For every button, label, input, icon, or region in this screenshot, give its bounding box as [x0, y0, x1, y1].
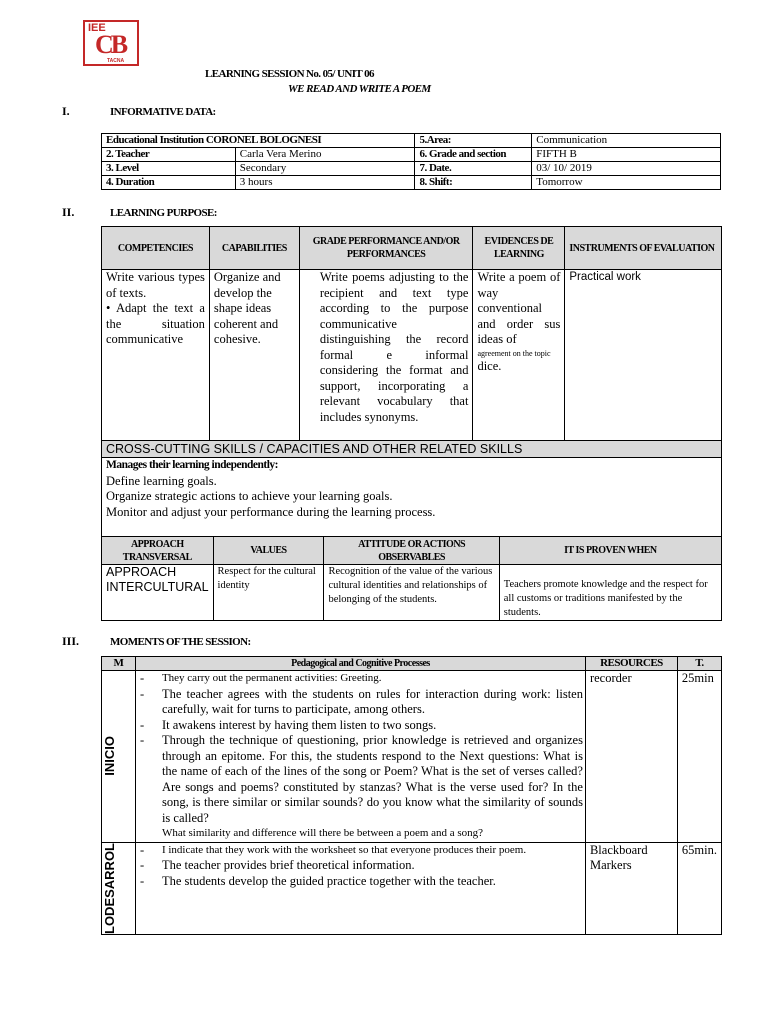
document-title: LEARNING SESSION No. 05/ UNIT 06 [205, 68, 374, 80]
header-time: T. [677, 657, 721, 671]
header-moment: M [102, 657, 136, 671]
cross-cutting-item: Monitor and adjust your performance during the learning process. [106, 504, 436, 519]
info-row [102, 148, 721, 162]
process-item: - The teacher agrees with the students on rules for interaction during work: listen carefully, wait for turns to participate, among others. [139, 686, 583, 716]
cross-content-row [102, 458, 722, 538]
purpose-content-row [102, 270, 722, 441]
learning-purpose-table [101, 226, 722, 538]
info-label-grade: 6. Grade and section [415, 148, 532, 162]
info-value-area: Communication [532, 134, 721, 148]
process-item: - The students develop the guided practice together with the teacher. [139, 873, 496, 888]
section-3-number: III. [62, 634, 80, 648]
header-values: VALUES [213, 537, 324, 565]
processes-cell-desarrollo [135, 842, 585, 934]
cross-cutting-title: CROSS-CUTTING SKILLS / CAPACITIES AND OTHER RELATED SKILLS [102, 441, 722, 458]
evidence-text: Write a poem of way conventional and order sus ideas of [477, 270, 561, 346]
evidence-end-text: dice. [477, 358, 502, 373]
cross-header-row [102, 441, 722, 458]
process-item: - It awakens interest by having them listen to two songs. [139, 717, 437, 732]
evidence-cell [473, 270, 565, 441]
info-row [102, 162, 721, 176]
header-capabilities: CAPABILITIES [209, 227, 299, 270]
resources-cell-inicio: recorder [585, 671, 677, 843]
header-processes: Pedagogical and Cognitive Processes [135, 657, 585, 671]
moment-label-cell [102, 842, 136, 934]
instruments-cell: Practical work [565, 270, 722, 441]
section-1-title: INFORMATIVE DATA: [110, 106, 216, 118]
section-2-number: II. [62, 205, 75, 219]
resources-cell-desarrollo: Blackboard Markers [585, 842, 677, 934]
info-value-teacher: Carla Vera Merino [235, 148, 415, 162]
info-label-duration: 4. Duration [102, 176, 236, 190]
header-instruments: INSTRUMENTS OF EVALUATION [565, 227, 722, 270]
info-row [102, 134, 721, 148]
performance-cell: Write poems adjusting to the recipient and text type according to the purpose communicative distinguishing the record formal e informal considering the format and support, incorporating a relevant vocabulary that includes synonyms. [299, 270, 473, 441]
process-item: - The teacher provides brief theoretical information. [139, 858, 415, 872]
header-performance: GRADE PERFORMANCE AND/OR PERFORMANCES [299, 227, 473, 270]
logo-top-text: IEE [88, 22, 106, 34]
moment-label-desarrollo: LODESARROL [102, 842, 117, 934]
moments-header-row [102, 657, 722, 671]
section-1-number: I. [62, 104, 70, 118]
info-row [102, 176, 721, 190]
values-cell: Respect for the cultural identity [213, 565, 324, 621]
section-3-title: MOMENTS OF THE SESSION: [110, 636, 251, 648]
header-attitude: ATTITUDE OR ACTIONS OBSERVABLES [324, 537, 499, 565]
time-cell-desarrollo: 65min. [677, 842, 721, 934]
moment-row-desarrollo [102, 842, 722, 934]
section-2-title: LEARNING PURPOSE: [110, 207, 217, 219]
info-label-area: 5.Area: [415, 134, 532, 148]
moment-label-inicio: INICIO [102, 736, 117, 777]
process-item: - They carry out the permanent activities: Greeting. [139, 671, 382, 685]
capabilities-cell: Organize and develop the shape ideas coherent and cohesive. [209, 270, 299, 441]
header-evidence: EVIDENCES DE LEARNING [473, 227, 565, 270]
logo-mark: CB [95, 30, 126, 59]
purpose-header-row [102, 227, 722, 270]
document-subtitle: WE READ AND WRITE A POEM [288, 83, 431, 95]
info-value-shift: Tomorrow [532, 176, 721, 190]
cross-cutting-cell [102, 458, 722, 538]
competencies-cell: Write various types of texts. • Adapt the text a the situation communicative [102, 270, 210, 441]
cross-cutting-item: Define learning goals. [106, 473, 217, 488]
moments-table [101, 656, 722, 935]
cross-cutting-item: Organize strategic actions to achieve your learning goals. [106, 489, 393, 503]
school-logo [83, 20, 139, 66]
time-cell-inicio: 25min [677, 671, 721, 843]
approach-table [101, 536, 722, 621]
approach-content-row [102, 565, 722, 621]
attitude-cell: Recognition of the value of the various cultural identities and relationships of belonging of the students. [324, 565, 499, 621]
logo-bottom-text: TACNA [107, 58, 125, 64]
info-value-level: Secondary [235, 162, 415, 176]
cross-cutting-lead: Manages their learning independently: [106, 459, 279, 471]
header-proven: IT IS PROVEN WHEN [499, 537, 721, 565]
approach-cell: APPROACH INTERCULTURAL [102, 565, 214, 621]
process-item: - Through the technique of questioning, prior knowledge is retrieved and organizes through an epitome. For this, the students respond to the Next questions: What is the name of each of the lines of the song or Poem? What is the set of verses called? Are songs and poems? constituted by stanzas? What is the verse used for? In the song, is there similar or similar sounds? do you know what the similarity of sounds is called? [139, 733, 583, 825]
approach-header-row [102, 537, 722, 565]
info-label-level: 3. Level [102, 162, 236, 176]
moment-label-cell [102, 671, 136, 843]
proven-cell: Teachers promote knowledge and the respect for all customs or traditions manifested by the students. [499, 565, 721, 621]
header-resources: RESOURCES [585, 657, 677, 671]
evidence-small-text: agreement on the topic [477, 348, 551, 358]
info-label-shift: 8. Shift: [415, 176, 532, 190]
info-label-teacher: 2. Teacher [102, 148, 236, 162]
header-approach: APPROACH TRANSVERSAL [102, 537, 214, 565]
info-value-duration: 3 hours [235, 176, 415, 190]
header-competencies: COMPETENCIES [102, 227, 210, 270]
info-value-date: 03/ 10/ 2019 [532, 162, 721, 176]
processes-cell-inicio [135, 671, 585, 843]
info-label-date: 7. Date. [415, 162, 532, 176]
info-label-institution: Educational Institution CORONEL BOLOGNESI [102, 134, 415, 148]
moment-row-inicio [102, 671, 722, 843]
process-item: What similarity and difference will there be between a poem and a song? [161, 827, 484, 839]
process-item: - I indicate that they work with the worksheet so that everyone produces their poem. [139, 842, 527, 857]
info-value-grade: FIFTH B [532, 148, 721, 162]
informative-data-table [101, 133, 721, 190]
